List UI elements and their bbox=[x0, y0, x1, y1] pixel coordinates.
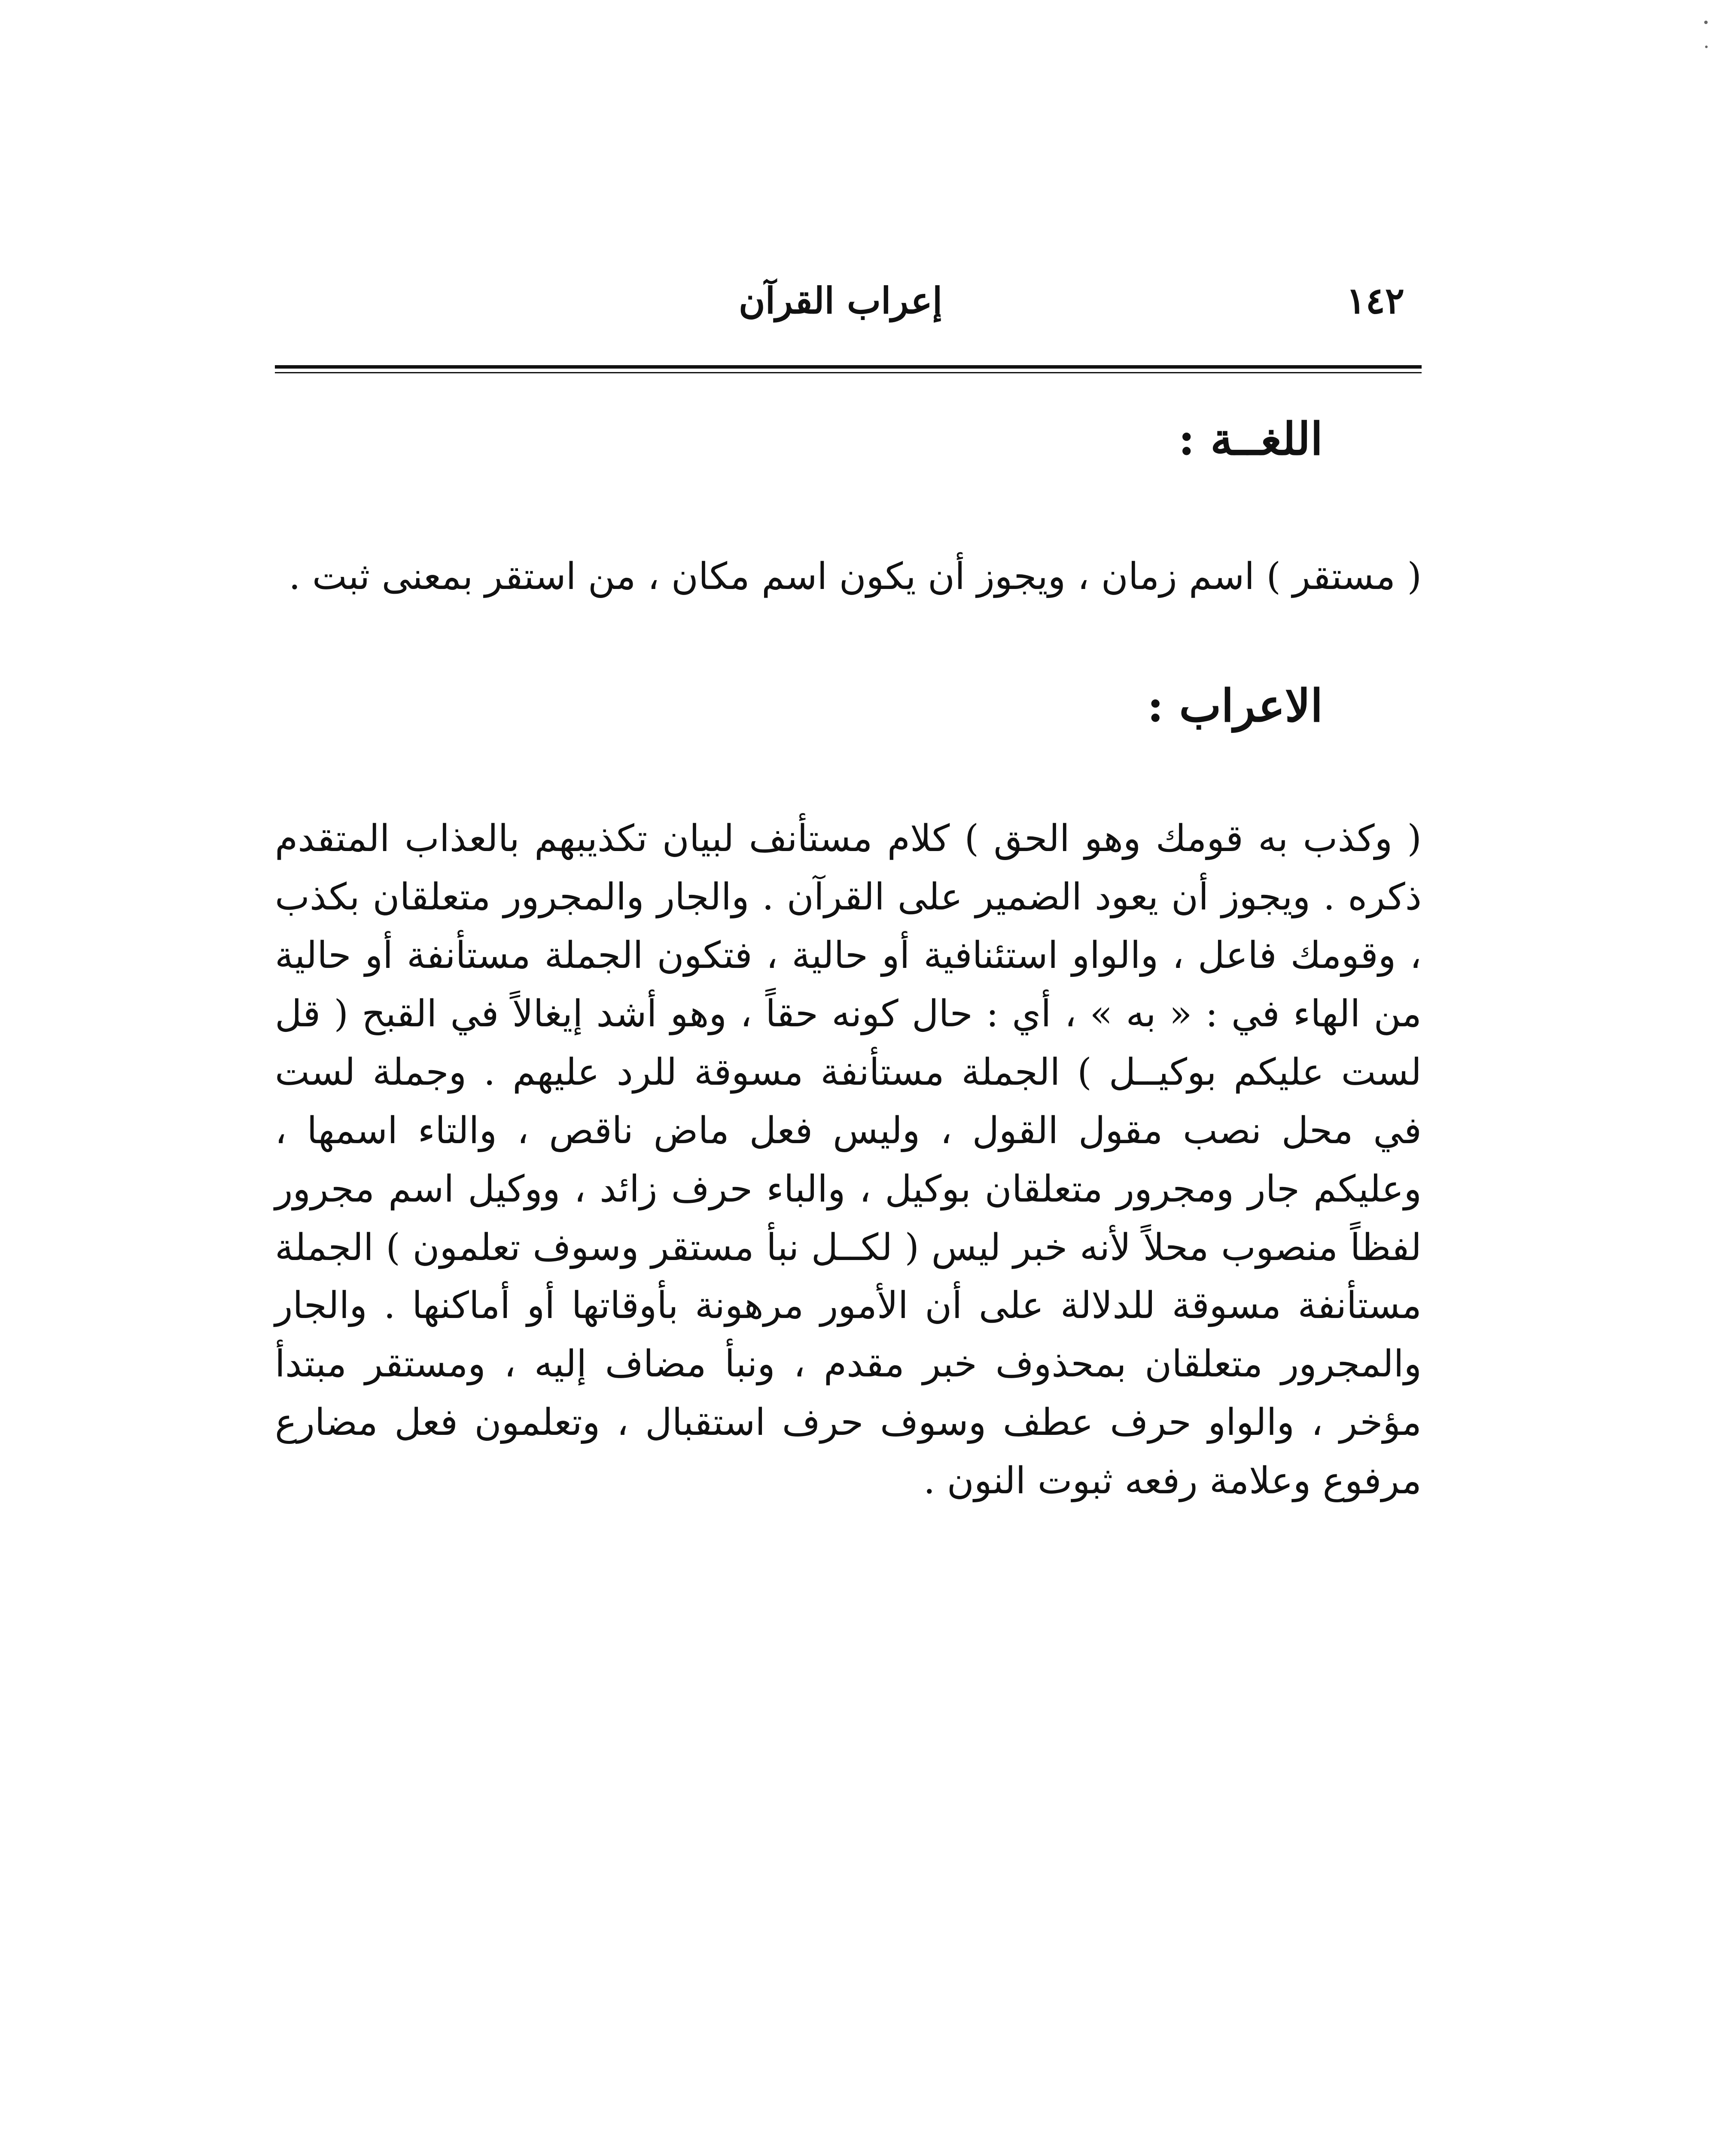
main-content bbox=[275, 412, 1422, 1510]
page-header bbox=[275, 279, 1422, 331]
irab-paragraph: ( وكذب به قومك وهو الحق ) كلام مستأنف لبيان تكذيبهم بالعذاب المتقدم ذكره . ويجوز أن يعود الضمير على القرآن . والجار والمجرور متعلقان بكذب ، وقومك فاعل ، والواو استئنافية أو حالية ، فتكون الجملة مستأنفة أو حالية من الهاء في : « به » ، أي : حال كونه حقاً ، وهو أشد إيغالاً في القبح ( قل لست عليكم بوكيــل ) الجملة مستأنفة مسوقة للرد عليهم . وجملة لست في محل نصب مقول القول ، وليس فعل ماض ناقص ، والتاء اسمها ، وعليكم جار ومجرور متعلقان بوكيل ، والباء حرف زائد ، ووكيل اسم مجرور لفظاً منصوب محلاً لأنه خبر ليس ( لكــل نبأ مستقر وسوف تعلمون ) الجملة مستأنفة مسوقة للدلالة على أن الأمور مرهونة بأوقاتها أو أماكنها . والجار والمجرور متعلقان بمحذوف خبر مقدم ، ونبأ مضاف إليه ، ومستقر مبتدأ مؤخر ، والواو حرف عطف وسوف حرف استقبال ، وتعلمون فعل مضارع مرفوع وعلامة رفعه ثبوت النون . bbox=[275, 817, 1422, 1503]
scan-speck bbox=[1704, 21, 1708, 24]
page-number: ١٤٢ bbox=[1346, 279, 1404, 322]
lugha-paragraph: ( مستقر ) اسم زمان ، ويجوز أن يكون اسم مكان ، من استقر بمعنى ثبت . bbox=[289, 555, 1422, 598]
lugha-heading: اللغــة : bbox=[1178, 412, 1323, 465]
header-divider-thick bbox=[275, 365, 1422, 369]
header-divider-thin bbox=[275, 372, 1422, 373]
book-title: إعراب القرآن bbox=[739, 279, 943, 322]
irab-heading: الاعراب : bbox=[1147, 679, 1323, 732]
scan-speck bbox=[1705, 46, 1708, 48]
